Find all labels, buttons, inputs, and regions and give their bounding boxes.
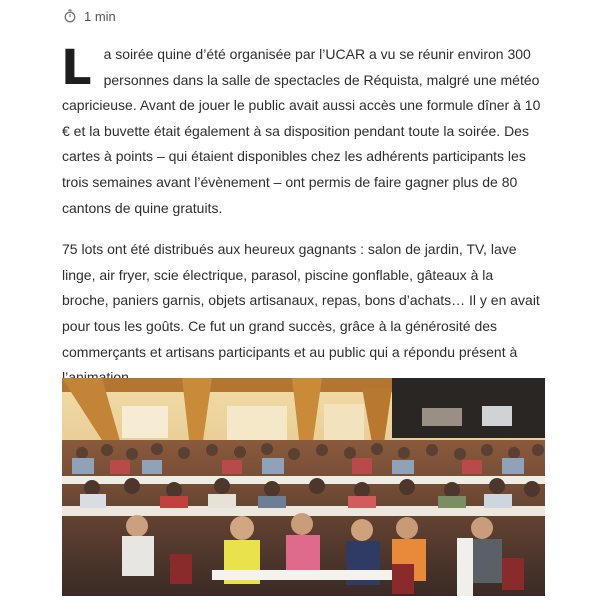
stopwatch-icon: [64, 9, 76, 23]
article-paragraph-1: [62, 42, 542, 221]
article-body: [62, 42, 542, 391]
event-photo: [62, 378, 545, 596]
drop-cap: L: [61, 40, 92, 96]
read-time-meta: [64, 6, 116, 26]
read-time-label: 1 min: [84, 8, 116, 24]
article-paragraph-2: 75 lots ont été distribués aux heureux gagnants : salon de jardin, TV, lave linge, air fryer, scie électrique, parasol, piscine gonflable, gâteaux à la broche, paniers garnis, objets artisanaux, repas, bons d’achats… Il y en avait pour tous les goûts. Ce fut un grand succès, grâce à la générosité des commerçants et artisans participants et au public qui a répondu présent à: [62, 241, 540, 360]
paragraph-1-text: a soirée quine d’été organisée par l’UCAR a vu se réunir environ 300 personnes dans la salle de spectacles de Réquista, malgré une météo capricieuse. Avant de jouer le public avait aussi accès une formule dîner à 10 € et la buvette était également à sa disposition pendant toute la soirée. Des cartes à points – qui étaient disponibles chez les adhérents participants les trois semaines avant l’évènement – ont permis de faire gagner plus de 80 cantons de quine gratuits.: [62, 46, 541, 216]
